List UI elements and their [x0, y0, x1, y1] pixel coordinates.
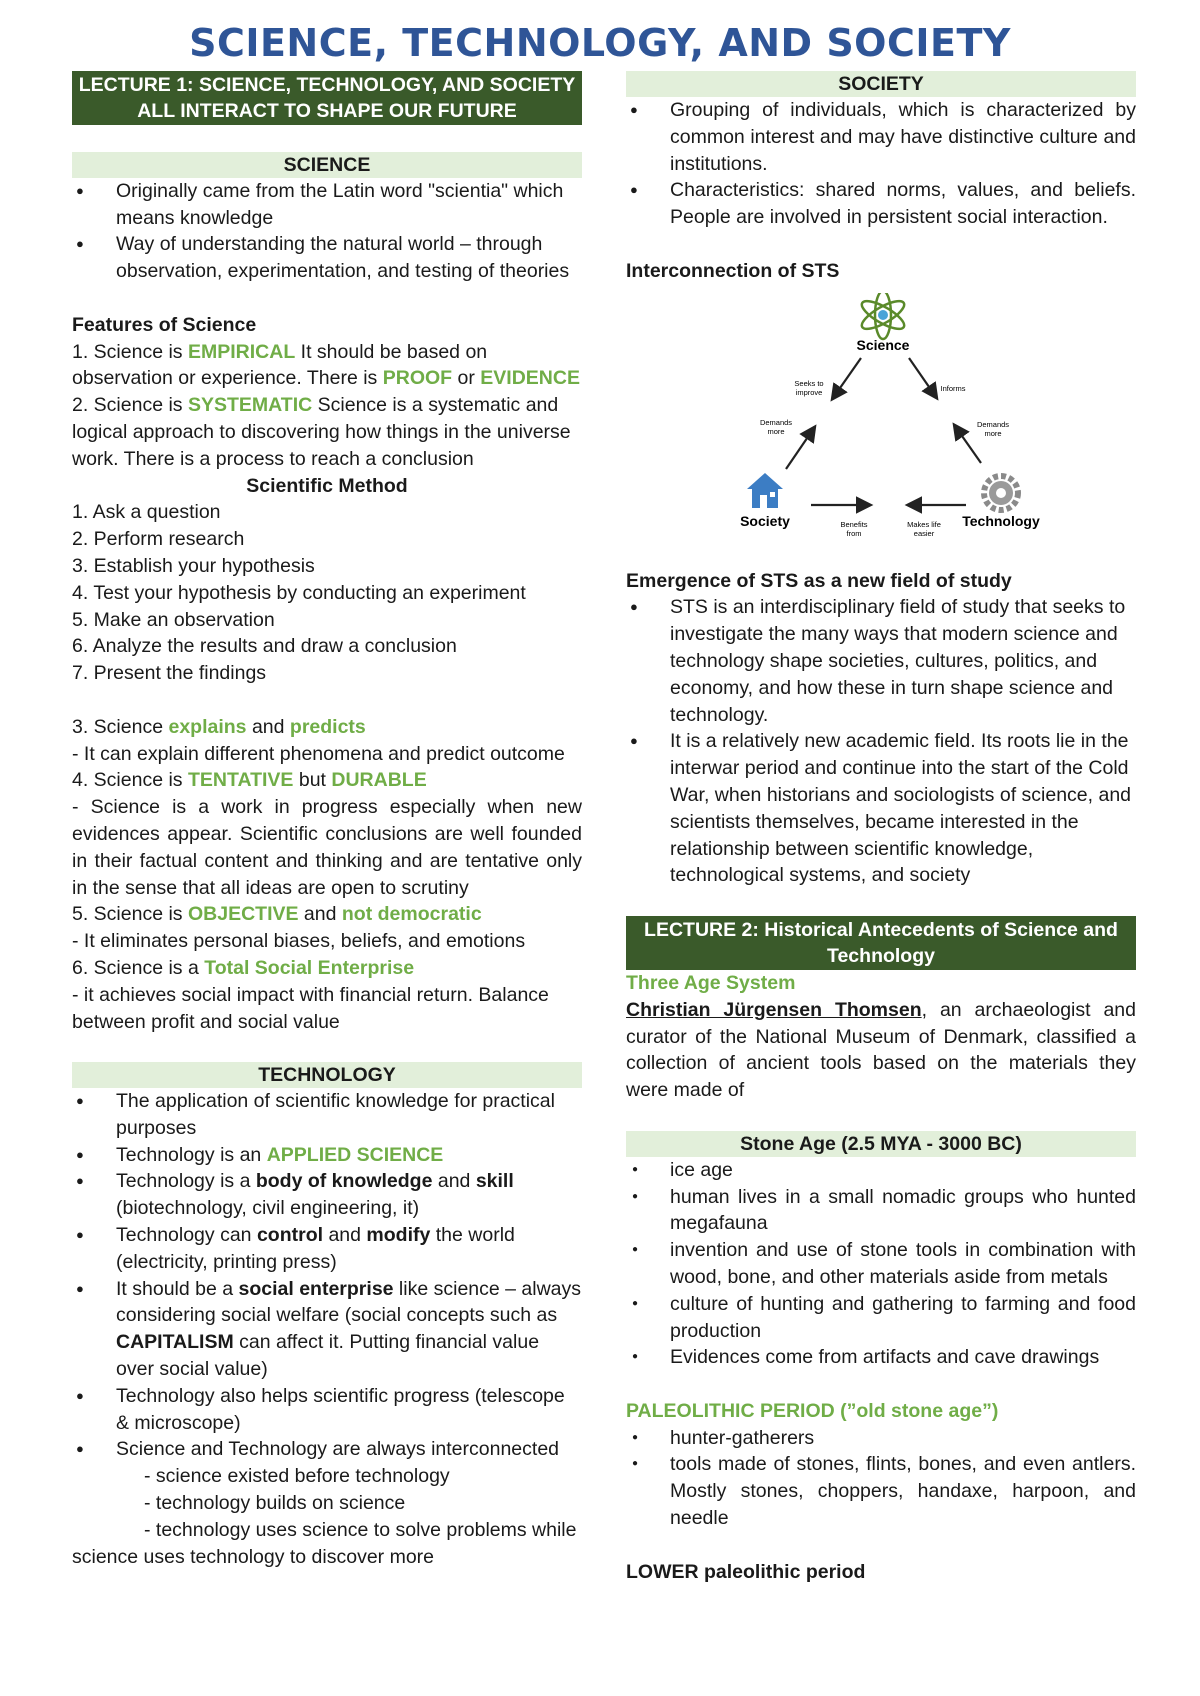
list-item: ● invention and use of stone tools in combination with wood, bone, and other materials aside from metals: [626, 1237, 1136, 1291]
list-item: ● STS is an interdisciplinary field of study that seeks to investigate the many ways that modern science and technology shape societies, cultures, politics, and economy, and how these in turn shape science and technology.: [626, 594, 1136, 728]
benefits-label-1: Benefits: [840, 519, 868, 529]
sub-item-continued: science uses technology to discover more: [72, 1545, 435, 1568]
method-step: 2. Perform research: [72, 528, 245, 551]
feature-6: 6. Science is a Total Social Enterprise: [72, 956, 415, 979]
feature-3-desc: - It can explain different phenomena and predict outcome: [72, 742, 565, 765]
method-step: 3. Establish your hypothesis: [72, 554, 315, 577]
seeks-label-2: improve: [795, 387, 823, 397]
arrow-technology-to-science: [955, 426, 981, 463]
list-item: ● ice age: [626, 1157, 1136, 1184]
lower-paleolithic-heading: LOWER paleolithic period: [626, 1560, 866, 1583]
feature-2: 2. Science is SYSTEMATIC Science is a systematic and logical approach to discovering how things in the universe work. There is a process to reach a conclusion: [72, 394, 571, 470]
paleolithic-heading: PALEOLITHIC PERIOD (”old stone age”): [626, 1399, 999, 1422]
society-heading: SOCIETY: [626, 71, 1136, 97]
right-column: [626, 71, 1136, 1585]
interconnection-heading: Interconnection of STS: [626, 259, 840, 282]
three-age-heading: Three Age System: [626, 971, 796, 994]
demands-left-label-2: more: [767, 426, 785, 436]
stone-age-list: [626, 1157, 1136, 1371]
emergence-list: [626, 594, 1136, 889]
feature-4-desc: - Science is a work in progress especially when new evidences appear. Scientific conclusions are well founded in their factual content and thinking and are tentative only in the sense that all ideas are open to scrutiny: [72, 796, 582, 899]
feature-3: 3. Science explains and predicts: [72, 715, 366, 738]
technology-node-label: Technology: [962, 512, 1040, 529]
list-item: ● Technology also helps scientific progress (telescope & microscope): [72, 1383, 582, 1437]
sts-interconnection-diagram: [731, 293, 1041, 543]
seeks-label-1: Seeks to: [794, 378, 824, 388]
page-title: SCIENCE, TECHNOLOGY, AND SOCIETY: [189, 21, 1011, 65]
lecture-1-banner: LECTURE 1: SCIENCE, TECHNOLOGY, AND SOCIETY ALL INTERACT TO SHAPE OUR FUTURE: [72, 71, 582, 125]
method-step: 4. Test your hypothesis by conducting an experiment: [72, 581, 526, 604]
arrow-science-to-society: [833, 358, 861, 398]
society-node-label: Society: [740, 512, 790, 529]
atom-icon: [858, 293, 908, 339]
feature-5-desc: - It eliminates personal biases, beliefs, and emotions: [72, 930, 526, 953]
sub-item: - science existed before technology: [144, 1465, 450, 1488]
list-item: ● Science and Technology are always interconnected: [72, 1436, 582, 1463]
list-item: ● Technology can control and modify the world (electricity, printing press): [72, 1222, 582, 1276]
demands-right-label-1: Demands: [976, 419, 1010, 429]
list-item: ● Characteristics: shared norms, values, and beliefs. People are involved in persistent social interaction.: [626, 177, 1136, 231]
informs-label: Informs: [940, 383, 966, 393]
feature-6-desc: - it achieves social impact with financial return. Balance between profit and social value: [72, 983, 549, 1033]
list-item: ● Way of understanding the natural world – through observation, experimentation, and testing of theories: [72, 231, 582, 285]
method-step: 5. Make an observation: [72, 608, 275, 631]
list-item: ● tools made of stones, flints, bones, and even antlers. Mostly stones, choppers, handaxe, harpoon, and needle: [626, 1451, 1136, 1531]
paleolithic-list: [626, 1425, 1136, 1532]
science-node-label: Science: [856, 336, 910, 353]
list-item: ● Evidences come from artifacts and cave drawings: [626, 1344, 1136, 1371]
makes-label-1: Makes life: [907, 519, 941, 529]
thomsen-paragraph: Christian Jürgensen Thomsen, an archaeologist and curator of the National Museum of Denmark, classified a collection of ancient tools based on the materials they were made of: [626, 998, 1136, 1102]
list-item: ● Technology is a body of knowledge and skill (biotechnology, civil engineering, it): [72, 1168, 582, 1222]
scientific-method-heading: Scientific Method: [246, 474, 408, 497]
list-item: ● culture of hunting and gathering to farming and food production: [626, 1291, 1136, 1345]
list-item: ● It is a relatively new academic field. Its roots lie in the interwar period and continue into the start of the Cold War, when historians and sociologists of science, and scientists themselves, became interested in the relationship between scientific knowledge, technological systems, and society: [626, 728, 1136, 889]
list-item: ● human lives in a small nomadic groups who hunted megafauna: [626, 1184, 1136, 1238]
science-list: [72, 178, 582, 285]
technology-heading: TECHNOLOGY: [72, 1062, 582, 1088]
feature-5: 5. Science is OBJECTIVE and not democratic: [72, 903, 482, 926]
technology-list: [72, 1088, 582, 1463]
house-icon: [747, 473, 783, 508]
sub-item: - technology builds on science: [144, 1492, 406, 1515]
lecture-2-banner: LECTURE 2: Historical Antecedents of Science and Technology: [626, 916, 1136, 970]
list-item: ● The application of scientific knowledge for practical purposes: [72, 1088, 582, 1142]
method-step: 7. Present the findings: [72, 662, 267, 685]
features-heading: Features of Science: [72, 313, 257, 336]
arrow-society-to-science: [786, 428, 814, 469]
society-list: [626, 97, 1136, 231]
method-step: 1. Ask a question: [72, 501, 221, 524]
list-item: ● Originally came from the Latin word "scientia" which means knowledge: [72, 178, 582, 232]
arrow-science-to-technology: [909, 358, 936, 397]
benefits-label-2: from: [846, 528, 862, 538]
sub-item: - technology uses science to solve problems while: [144, 1518, 577, 1541]
emergence-heading: Emergence of STS as a new field of study: [626, 569, 1012, 592]
list-item: ● hunter-gatherers: [626, 1425, 1136, 1452]
stone-age-heading: Stone Age (2.5 MYA - 3000 BC): [626, 1131, 1136, 1157]
feature-1: 1. Science is EMPIRICAL It should be based on observation or experience. There is PROOF or EVIDENCE: [72, 340, 580, 390]
makes-label-2: easier: [913, 528, 935, 538]
left-column: [72, 71, 582, 1570]
science-heading: SCIENCE: [72, 152, 582, 178]
method-step: 6. Analyze the results and draw a conclusion: [72, 635, 457, 658]
list-item: ● Grouping of individuals, which is characterized by common interest and may have distinctive culture and institutions.: [626, 97, 1136, 177]
list-item: ● It should be a social enterprise like science – always considering social welfare (social concepts such as CAPITALISM can affect it. Putting financial value over social value): [72, 1276, 582, 1383]
demands-right-label-2: more: [984, 428, 1002, 438]
demands-left-label-1: Demands: [759, 417, 793, 427]
list-item: ● Technology is an APPLIED SCIENCE: [72, 1142, 582, 1169]
gear-icon: [984, 476, 1018, 510]
feature-4: 4. Science is TENTATIVE but DURABLE: [72, 769, 427, 792]
